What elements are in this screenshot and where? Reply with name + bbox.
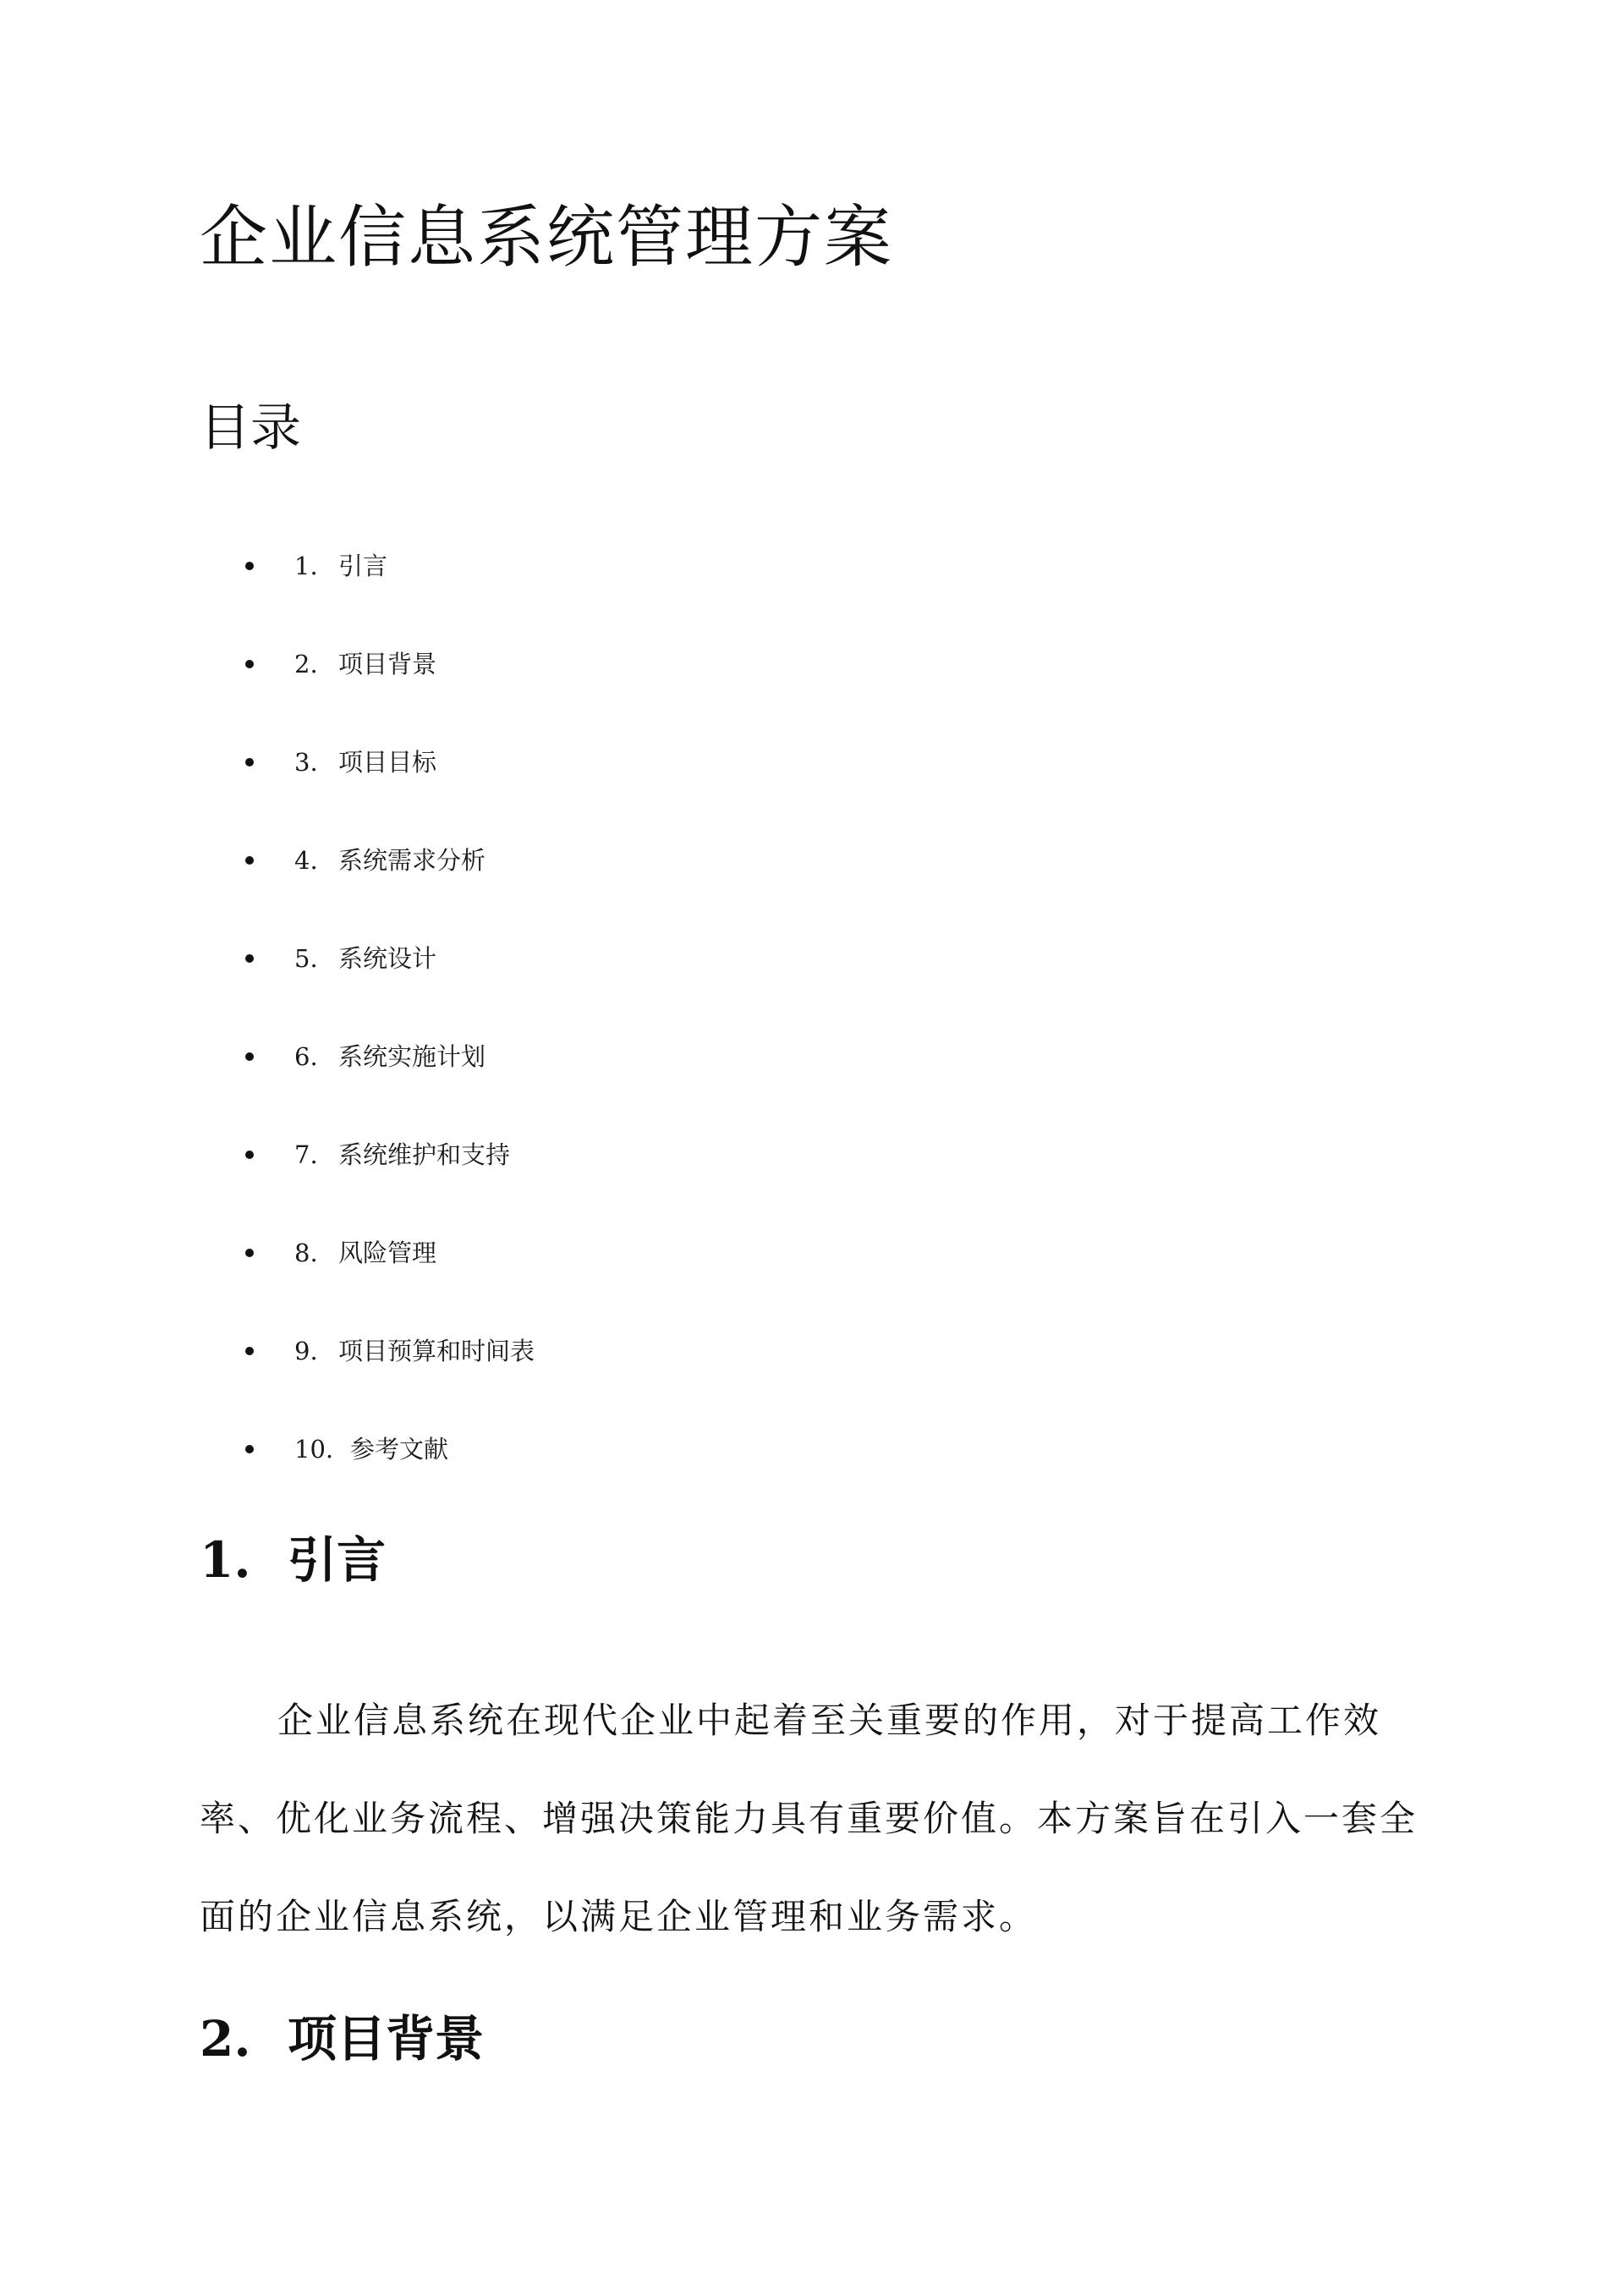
toc-item-number: 2. [294,650,318,678]
section-title: 引言 [288,1531,387,1589]
introduction-paragraph: 企业信息系统在现代企业中起着至关重要的作用，对于提高工作效率、优化业务流程、增强决策能力具有重要价值。本方案旨在引入一套全面的企业信息系统，以满足企业管理和业务需求。 [200,1700,1418,1937]
toc-item-number: 10. [294,1435,334,1464]
document-title: 企业信息系统管理方案 [200,198,893,277]
toc-item-label: 系统维护和支持 [338,1140,511,1169]
toc-item-label: 参考文献 [350,1435,449,1464]
section-number: 2. [200,2010,251,2068]
toc-heading: 目录 [200,398,301,458]
toc-item-number: 8. [294,1239,318,1267]
toc-item-label: 系统实施计划 [338,1042,486,1071]
toc-item-number: 7. [294,1140,318,1169]
toc-item-label: 系统需求分析 [338,846,486,875]
toc-item-number: 1. [294,552,318,580]
toc-item-number: 3. [294,748,318,777]
toc-item-label: 项目预算和时间表 [338,1337,535,1365]
toc-item-number: 9. [294,1337,318,1365]
toc-item-label: 项目目标 [338,748,437,777]
toc-item-number: 4. [294,846,318,875]
section-number: 1. [200,1531,251,1589]
section-heading-introduction [200,1526,386,1594]
bullet-icon [245,1249,254,1257]
bullet-icon [245,1052,254,1061]
bullet-icon [245,758,254,766]
toc-item-number: 6. [294,1042,318,1071]
bullet-icon [245,1445,254,1453]
section-title: 项目背景 [288,2010,485,2068]
toc-item-label: 风险管理 [338,1239,437,1267]
bullet-icon [245,856,254,865]
bullet-icon [245,660,254,668]
bullet-icon [245,1347,254,1355]
toc-item-label: 项目背景 [338,650,437,678]
section-heading-background [200,2005,484,2073]
bullet-icon [245,1151,254,1159]
bullet-icon [245,954,254,963]
bullet-icon [245,562,254,570]
toc-item-number: 5. [294,944,318,973]
toc-item-label: 引言 [338,552,388,580]
toc-item-label: 系统设计 [338,944,437,973]
